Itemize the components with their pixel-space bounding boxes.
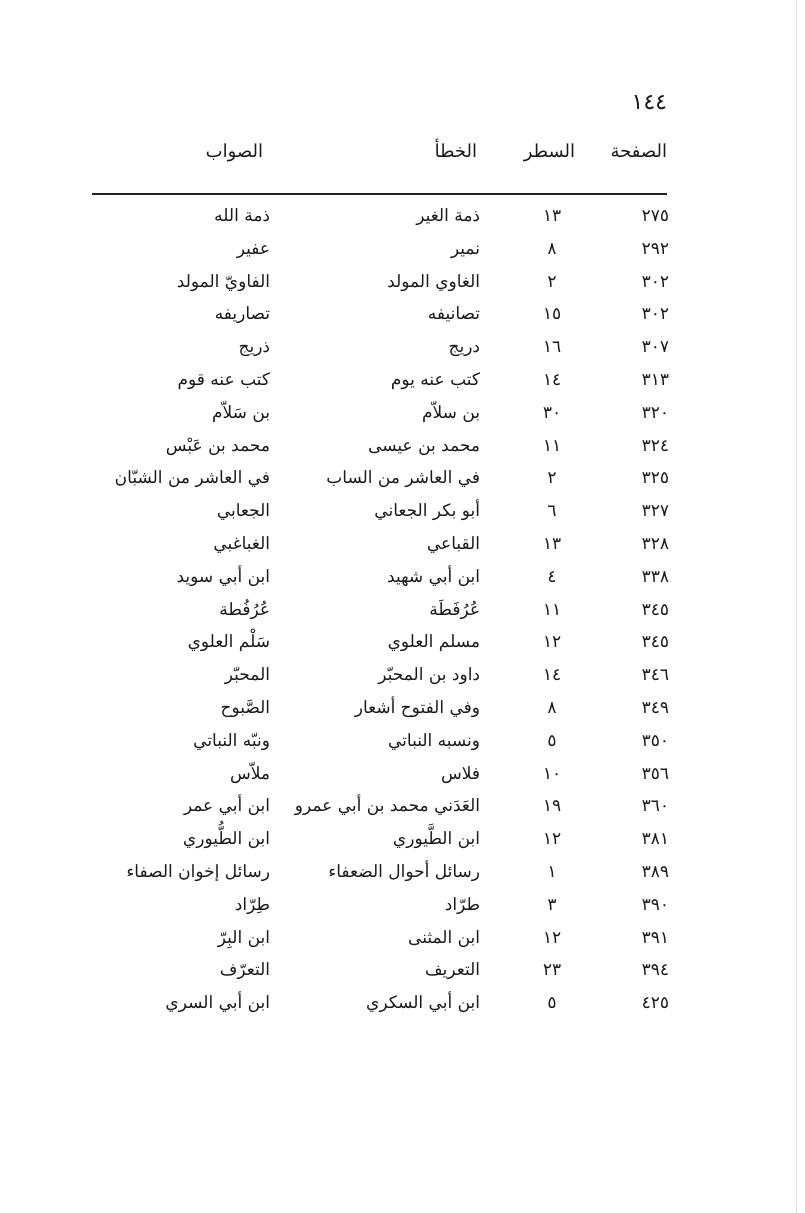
- cell-wrong: تصانيفه: [427, 304, 480, 325]
- cell-line: ١٠: [542, 763, 562, 784]
- cell-right: رسائل إخوان الصفاء: [126, 861, 270, 882]
- cell-page: ٣٥٠: [641, 730, 669, 751]
- cell-wrong: دريج: [448, 337, 480, 358]
- cell-wrong: داود بن المحبّر: [378, 665, 480, 686]
- cell-line: ١٦: [542, 337, 562, 358]
- header-wrong: الخطأ: [434, 141, 477, 162]
- cell-right: ذمة الله: [214, 206, 270, 226]
- table-row: [92, 497, 667, 530]
- table-row: [92, 235, 667, 268]
- cell-wrong: ابن أبي شهيد: [387, 566, 480, 587]
- cell-line: ١١: [542, 435, 562, 456]
- cell-right: ابن أبي سويد: [176, 566, 270, 587]
- cell-wrong: العَدَني محمد بن أبي عمرو: [294, 796, 480, 817]
- cell-page: ٣٢٥: [641, 468, 669, 489]
- cell-page: ٣٤٥: [641, 632, 669, 653]
- cell-right: كتب عنه قوم: [177, 369, 270, 390]
- cell-page: ٣٢٤: [641, 435, 669, 456]
- table-row: [92, 596, 667, 629]
- cell-line: ٦: [547, 501, 557, 522]
- table-row: [92, 268, 667, 301]
- cell-right: الغباغبي: [213, 533, 270, 554]
- cell-page: ٣٩٠: [641, 894, 669, 915]
- table-row: [92, 989, 667, 1022]
- cell-page: ٣٠٢: [641, 304, 669, 325]
- cell-line: ١٤: [542, 369, 562, 390]
- table-row: [92, 399, 667, 432]
- cell-right: ابن أبي السري: [165, 993, 270, 1014]
- cell-right: ونبّه النباتي: [193, 730, 270, 751]
- table-row: [92, 760, 667, 793]
- cell-right: طِرّاد: [234, 894, 270, 915]
- table-row: [92, 825, 667, 858]
- cell-wrong: نمير: [450, 238, 480, 259]
- table-row: [92, 300, 667, 333]
- cell-right: ابن أبي عمر: [183, 796, 270, 817]
- table-row: [92, 694, 667, 727]
- cell-page: ٣٢٧: [641, 501, 669, 522]
- table-row: [92, 924, 667, 957]
- cell-line: ١٤: [542, 665, 562, 686]
- cell-line: ١٢: [542, 927, 562, 948]
- table-row: [92, 891, 667, 924]
- cell-page: ٣٩١: [641, 927, 669, 948]
- table-row: [92, 333, 667, 366]
- cell-line: ٨: [547, 238, 557, 259]
- cell-page: ٣٨١: [641, 829, 669, 850]
- page-number: ١٤٤: [631, 90, 667, 115]
- header-right: الصواب: [205, 141, 263, 162]
- cell-page: ٢٩٢: [641, 238, 669, 259]
- cell-right: ابن البِرّ: [217, 927, 270, 948]
- cell-line: ١٢: [542, 829, 562, 850]
- cell-page: ٣٢٨: [641, 533, 669, 554]
- cell-right: تصاريفه: [214, 304, 270, 325]
- cell-line: ١٢: [542, 632, 562, 653]
- cell-line: ١٩: [542, 796, 562, 817]
- cell-page: ٣٤٥: [641, 599, 669, 620]
- cell-right: الصَّبوح: [220, 697, 270, 718]
- cell-page: ٣١٣: [641, 369, 669, 390]
- cell-line: ٤: [547, 566, 557, 587]
- cell-page: ٢٧٥: [641, 206, 669, 226]
- cell-page: ٣٦٠: [641, 796, 669, 817]
- cell-right: ابن الطُّيوري: [182, 829, 270, 850]
- cell-line: ٥: [547, 730, 557, 751]
- header-line: السطر: [523, 141, 575, 162]
- cell-wrong: مسلم العلوي: [387, 632, 480, 653]
- cell-line: ٣٠: [542, 402, 562, 423]
- cell-line: ٥: [547, 993, 557, 1014]
- cell-wrong: محمد بن عيسى: [368, 435, 480, 456]
- cell-page: ٣٨٩: [641, 861, 669, 882]
- table-row: [92, 202, 667, 235]
- cell-right: عفير: [236, 238, 270, 259]
- cell-wrong: أبو بكر الجعاني: [374, 501, 480, 522]
- cell-wrong: ابن الطَّيوري: [392, 829, 480, 850]
- cell-page: ٣٤٦: [641, 665, 669, 686]
- cell-right: الجعابي: [216, 501, 270, 522]
- errata-table-body: [92, 202, 667, 1022]
- scan-edge-dots: [796, 0, 797, 1213]
- table-row: [92, 956, 667, 989]
- cell-line: ٢٣: [542, 960, 562, 981]
- table-row: [92, 792, 667, 825]
- cell-wrong: ابن المثنى: [408, 927, 480, 948]
- table-row: [92, 563, 667, 596]
- cell-line: ٣: [547, 894, 557, 915]
- cell-wrong: فلاس: [440, 763, 480, 784]
- cell-line: ٨: [547, 697, 557, 718]
- cell-wrong: رسائل أحوال الضعفاء: [328, 861, 480, 882]
- cell-wrong: الغاوي المولد: [387, 271, 480, 292]
- cell-right: الفاويّ المولد: [176, 271, 270, 292]
- cell-page: ٣٠٢: [641, 271, 669, 292]
- cell-right: ذريج: [238, 337, 270, 358]
- table-row: [92, 464, 667, 497]
- header-page: الصفحة: [610, 141, 667, 162]
- cell-wrong: طرّاد: [444, 894, 480, 915]
- cell-line: ١٣: [542, 206, 562, 226]
- cell-page: ٣٠٧: [641, 337, 669, 358]
- cell-right: ملاّس: [229, 763, 270, 784]
- cell-line: ٢: [547, 271, 557, 292]
- cell-wrong: عُرُفَطَة: [429, 599, 480, 620]
- cell-page: ٣٣٨: [641, 566, 669, 587]
- cell-wrong: كتب عنه يوم: [390, 369, 480, 390]
- cell-wrong: بن سلاّم: [422, 402, 480, 423]
- cell-right: عُرُفُطة: [219, 599, 270, 620]
- cell-wrong: ذمة الغير: [416, 206, 480, 226]
- cell-right: المحبّر: [224, 665, 270, 686]
- cell-line: ١: [547, 861, 557, 882]
- table-row: [92, 366, 667, 399]
- cell-page: ٣٩٤: [641, 960, 669, 981]
- cell-line: ١٣: [542, 533, 562, 554]
- table-row: [92, 727, 667, 760]
- cell-wrong: ابن أبي السكري: [366, 993, 480, 1014]
- cell-page: ٤٢٥: [641, 993, 669, 1014]
- cell-wrong: القباعي: [426, 533, 480, 554]
- cell-line: ١٥: [542, 304, 562, 325]
- header-rule: [92, 193, 667, 195]
- cell-page: ٣٢٠: [641, 402, 669, 423]
- cell-wrong: وفي الفتوح أشعار: [354, 697, 480, 718]
- cell-page: ٣٥٦: [641, 763, 669, 784]
- table-row: [92, 530, 667, 563]
- cell-right: سَلْم العلوي: [187, 632, 270, 653]
- cell-right: التعرّف: [219, 960, 270, 981]
- cell-right: بن سَلاّم: [212, 402, 270, 423]
- cell-wrong: ونسبه النباتي: [388, 730, 480, 751]
- cell-line: ١١: [542, 599, 562, 620]
- table-header: [92, 141, 667, 171]
- cell-line: ٢: [547, 468, 557, 489]
- cell-right: في العاشر من الشبّان: [114, 468, 270, 489]
- table-row: [92, 432, 667, 465]
- cell-wrong: في العاشر من الساب: [326, 468, 480, 489]
- cell-wrong: التعريف: [425, 960, 480, 981]
- table-row: [92, 661, 667, 694]
- table-row: [92, 628, 667, 661]
- table-row: [92, 858, 667, 891]
- cell-page: ٣٤٩: [641, 697, 669, 718]
- cell-right: محمد بن عَبْس: [165, 435, 270, 456]
